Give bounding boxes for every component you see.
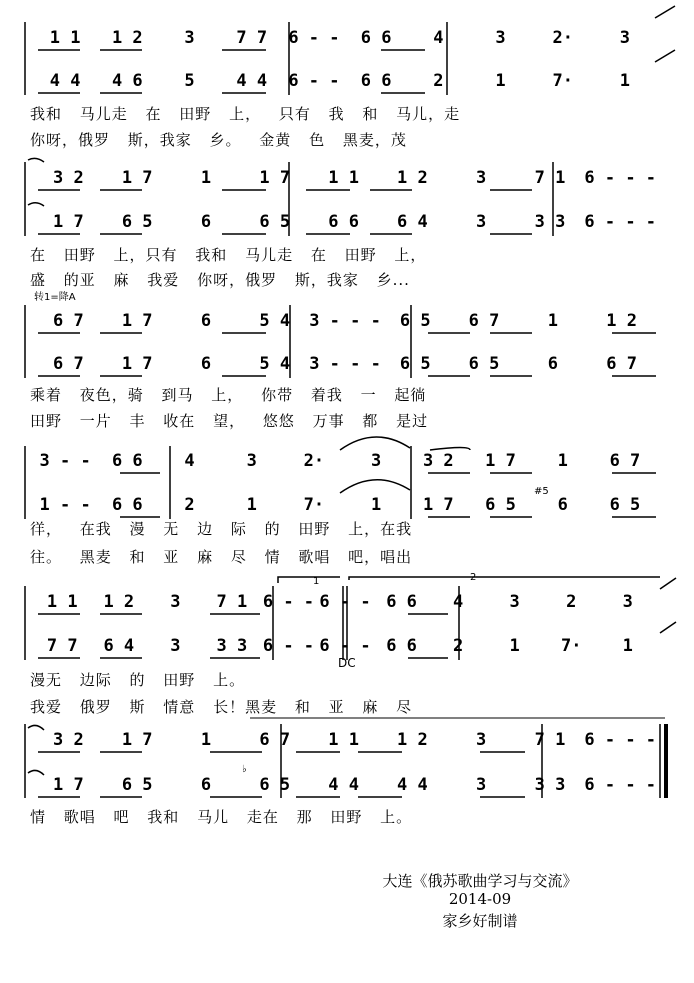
note-group: 6 5	[399, 354, 431, 374]
sharp-accidental: #5	[534, 486, 549, 497]
note-group: 6	[200, 354, 212, 374]
note-group: 5 4	[259, 311, 291, 331]
note-group: 1 7	[53, 775, 84, 795]
note-group: 1 2	[606, 311, 637, 331]
note-group: 6 5	[121, 775, 153, 795]
note-group: 6 5	[121, 212, 153, 232]
note-group: 1 7	[121, 311, 153, 331]
note-group: 3 3	[534, 212, 566, 232]
note-group: 7 7	[46, 636, 78, 656]
flat-accidental: ♭	[242, 764, 247, 775]
note-group: 6 7	[53, 311, 84, 331]
note-group: 1	[509, 636, 520, 656]
note-group: 6 - - -	[584, 168, 657, 188]
note-group: 1 1	[49, 28, 81, 48]
note-group: 1	[246, 495, 257, 515]
lyric-line: 漫无 边际 的 田野 上。	[30, 671, 246, 689]
note-group: 3	[246, 451, 257, 471]
note-group: 6 - - -	[584, 775, 657, 795]
note-group: 6 7	[468, 311, 500, 331]
lyric-line: 盛 的亚 麻 我爱 你呀，俄罗 斯，我家 乡...	[30, 271, 410, 289]
note-group: 7 1	[534, 730, 566, 750]
note-group: 7 1	[216, 592, 248, 612]
note-group: 6 6	[111, 495, 143, 515]
lyric-line: 田野 一片 丰 收在 望， 悠悠 万事 都 是过	[30, 412, 429, 430]
note-group: 3	[509, 592, 520, 612]
note-group: 1	[370, 495, 382, 515]
note-group: 3	[495, 28, 506, 48]
note-group: 3	[184, 28, 195, 48]
note-group: 4	[452, 592, 464, 612]
note-group: 3	[170, 636, 181, 656]
credit-source: 大连《俄苏歌曲学习与交流》	[382, 872, 578, 890]
note-group: 6	[547, 354, 558, 374]
note-group: 2·	[552, 28, 573, 48]
note-group: 7·	[560, 636, 582, 656]
note-group: 4 6	[111, 71, 143, 91]
note-group: 1	[200, 168, 212, 188]
note-group: 6 4	[397, 212, 428, 232]
note-group: 6 7	[609, 451, 641, 471]
note-group: 3 2	[53, 730, 84, 750]
note-group: 3 - -	[39, 451, 91, 471]
note-group: 7 7	[236, 28, 268, 48]
note-group: 6 - -	[288, 28, 340, 48]
note-group: 1	[619, 71, 631, 91]
note-group: 7 1	[534, 168, 566, 188]
lyric-line: 情 歌唱 吧 我和 马儿 走在 那 田野 上。	[30, 808, 413, 826]
note-group: 6 5	[485, 495, 516, 515]
note-group: 6 5	[468, 354, 500, 374]
note-group: 6 - - -	[584, 212, 657, 232]
note-group: 6 5	[259, 212, 291, 232]
note-group: 1 1	[328, 168, 359, 188]
note-group: 3 2	[422, 451, 454, 471]
note-group: 6 5	[399, 311, 431, 331]
note-group: 1	[557, 451, 568, 471]
note-group: 1	[495, 71, 506, 91]
lyric-line: 在 田野 上，只有 我和 马儿走 在 田野 上，	[30, 246, 427, 264]
note-group: 6 6	[360, 28, 392, 48]
note-group: 3	[622, 592, 633, 612]
note-group: 3 - - -	[309, 311, 381, 331]
note-group: 7·	[552, 71, 573, 91]
note-group: 1 2	[103, 592, 135, 612]
note-group: 4	[433, 28, 444, 48]
note-group: 3 3	[216, 636, 248, 656]
note-group: 6 - -	[262, 636, 315, 656]
note-group: 6 6	[386, 636, 417, 656]
lyric-line: 我爱 俄罗 斯 情意 长！黑麦 和 亚 麻 尽	[30, 698, 413, 716]
note-group: 1 2	[397, 730, 428, 750]
note-group: 6 4	[103, 636, 135, 656]
volta-1-label: 1	[313, 576, 320, 587]
note-group: 1 7	[485, 451, 516, 471]
credit-author: 家乡好制谱	[442, 912, 518, 930]
note-group: 6 - -	[262, 592, 315, 612]
note-group: 5	[184, 71, 195, 91]
note-group: 3	[476, 168, 487, 188]
note-group: 3	[476, 212, 487, 232]
note-group: 6 - - -	[584, 730, 657, 750]
note-group: 6 7	[259, 730, 291, 750]
note-group: 6 - -	[319, 592, 371, 612]
note-group: 3 - - -	[309, 354, 381, 374]
note-group: 2	[566, 592, 577, 612]
note-group: 5 4	[259, 354, 291, 374]
note-group: 6	[200, 311, 212, 331]
modulation-note: 转1=降A	[34, 292, 76, 303]
note-group: 6 6	[360, 71, 392, 91]
note-group: 1	[547, 311, 558, 331]
note-group: 1 7	[259, 168, 291, 188]
lyric-line: 往。 黑麦 和 亚 麻 尽 情 歌唱 吧，唱出	[30, 548, 413, 566]
note-group: 7·	[303, 495, 325, 515]
note-group: 3	[370, 451, 382, 471]
note-group: 1	[622, 636, 633, 656]
note-group: 6 - -	[288, 71, 340, 91]
lyric-line: 乘着 夜色，骑 到马 上， 你带 着我 一 起徜	[30, 386, 427, 404]
note-group: 6	[200, 775, 212, 795]
note-group: 1 7	[121, 168, 153, 188]
note-group: 6 5	[259, 775, 291, 795]
note-group: 1 1	[328, 730, 359, 750]
note-group: 6 7	[606, 354, 637, 374]
note-group: 3 3	[534, 775, 566, 795]
note-group: 2	[433, 71, 444, 91]
note-group: 6 - -	[319, 636, 371, 656]
note-group: 6 6	[386, 592, 417, 612]
note-group: 4 4	[328, 775, 359, 795]
note-group: 1 7	[121, 354, 153, 374]
lyric-line: 徉， 在我 漫 无 边 际 的 田野 上，在我	[30, 520, 413, 538]
note-group: 2·	[303, 451, 325, 471]
note-group: 1 2	[111, 28, 143, 48]
note-group: 3	[476, 730, 487, 750]
note-group: 1 1	[46, 592, 78, 612]
volta-2-label: 2	[470, 572, 477, 583]
note-group: 3	[476, 775, 487, 795]
note-group: 1 - -	[39, 495, 91, 515]
note-group: 4	[184, 451, 195, 471]
note-group: 2	[184, 495, 195, 515]
dc-mark: DC	[338, 656, 356, 670]
note-group: 6 5	[609, 495, 641, 515]
note-group: 3	[619, 28, 631, 48]
lyric-line: 我和 马儿走 在 田野 上， 只有 我 和 马儿，走	[30, 105, 461, 123]
note-group: 1 2	[397, 168, 428, 188]
note-group: 1 7	[53, 212, 84, 232]
credit-date: 2014-09	[448, 890, 512, 908]
note-group: 1	[200, 730, 212, 750]
note-group: 6 6	[328, 212, 359, 232]
note-group: 4 4	[49, 71, 81, 91]
note-group: 6 6	[111, 451, 143, 471]
note-group: 3 2	[53, 168, 84, 188]
note-group: 6	[557, 495, 568, 515]
note-group: 6	[200, 212, 212, 232]
note-group: 3	[170, 592, 181, 612]
note-group: 2	[452, 636, 464, 656]
note-group: 6 7	[53, 354, 84, 374]
note-group: 4 4	[236, 71, 268, 91]
note-group: 1 7	[422, 495, 454, 515]
lyric-line: 你呀，俄罗 斯，我家 乡。 金黄 色 黑麦，茂	[30, 131, 407, 149]
note-group: 1 7	[121, 730, 153, 750]
note-group: 4 4	[397, 775, 428, 795]
